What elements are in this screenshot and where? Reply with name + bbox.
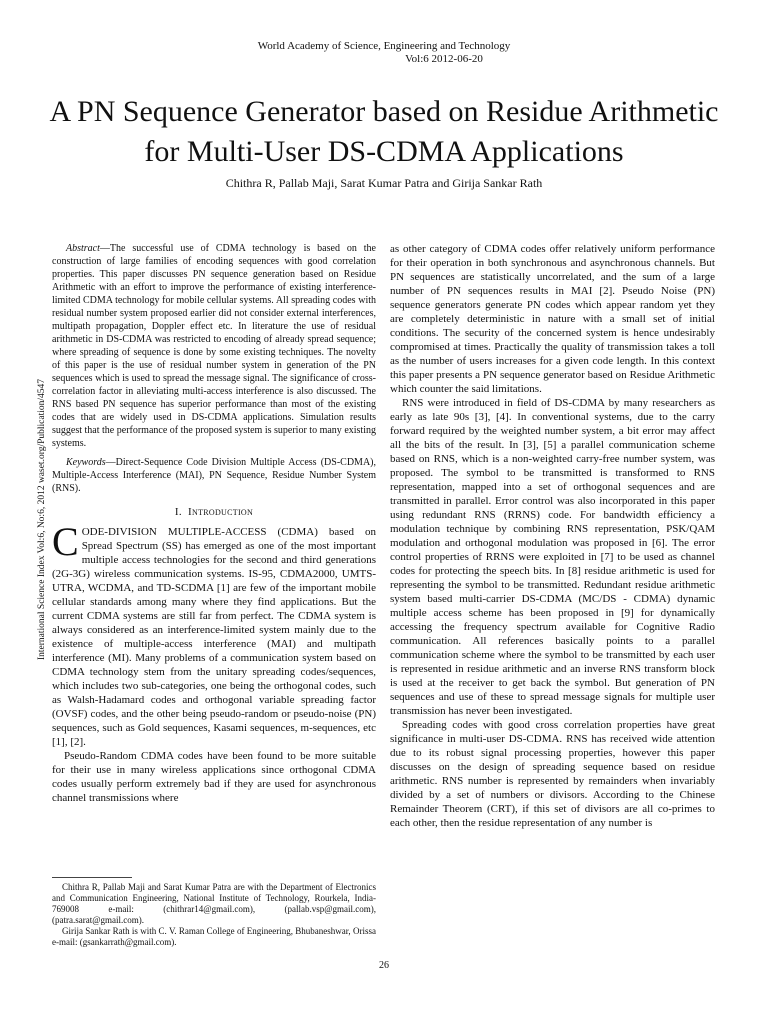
- footnote-1: Chithra R, Pallab Maji and Sarat Kumar Patra are with the Department of Electronics and Communication Engineering, National Institute of Technology, Rourkela, India-769008 e-mail: (chithrar14@gmail.com), (pallab.vsp@gmail.com), (patra.sarat@gmail.com).: [52, 882, 376, 925]
- footnote-2: Girija Sankar Rath is with C. V. Raman College of Engineering, Bhubaneshwar, Orissa e-mail: (gsankarrath@gmail.com).: [52, 926, 376, 947]
- drop-cap: C: [52, 519, 79, 564]
- journal-header: World Academy of Science, Engineering and Technology: [257, 40, 511, 52]
- right-paragraph-2: RNS were introduced in field of DS-CDMA by many researchers as early as late 90s [3], [4]. In conventional systems, due to the carry forward required by the weighted number system, a bit error may affect all the bits of the result. In [3], [5] a parallel communication scheme based on RNS, which is a non-weighted carry-free number system, was proposed. The symbol to be transmitted is transformed to RNS representation, mapped into a set of orthogonal sequences and are transmitted in parallel. Error control was also incorporated in this paper using redundant RNS (RRNS) code. For bandwidth efficiency a modulation technique by combining RNS representation, PSK/QAM modulation and orthogonal modulation was proposed in [6]. The error control properties of RRNS were exploited in [7] to be used as channel codes for protecting the speech bits. In [8] residue arithmetic is used for representing the symbol to be transmitted. Redundant residue arithmetic system based multi-carrier DS-CDMA (MC/DS - CDMA) dynamic multiple access scheme has been proposed in [9] for dynamically accessing the frequency spectrum available for Cognitive Radio communication. All references basically points to a parallel communication scheme where the symbol to be transmitted by each user is represented in residue arithmetic and an inverse RNS transform block is used at the receiver to get back the symbol. But generation of PN sequences and use of these to spread message signals for multiple user transmission has never been investigated.: [390, 397, 715, 717]
- paper-authors: Chithra R, Pallab Maji, Sarat Kumar Patra and Girija Sankar Rath: [225, 176, 543, 190]
- abstract: [52, 242, 376, 450]
- intro-paragraph-1: [52, 519, 376, 749]
- abstract-text: —The successful use of CDMA technology is based on the construction of large families of encoding sequences with good correlation properties. This paper discusses PN sequence generation based on Residue Arithmetic with an effort to improve the performance of existing interference-limited CDMA technology for mobile cellular systems. All spreading codes with residual number system proposed earlier did not consider external interferences, multipath propagation, Doppler effect etc. In literature the use of residual arithmetic in DS-CDMA was restricted to encoding of already spread sequence; where spreading of sequence is done by some existing techniques. The novelty of this paper is the use of residual number system in generation of the PN sequences which is used to spread the message signal. The significance of cross-correlation factor in alleviating multi-access interference is also discussed. The RNS based PN sequence has superior performance than most of the existing codes that are widely used in DS-CDMA applications. Simulation results suggest that the performance of the proposed system is superior to many existing systems.: [52, 243, 376, 449]
- abstract-label: Abstract: [66, 243, 100, 254]
- author-footnotes: [52, 877, 376, 948]
- intro-paragraph-2: Pseudo-Random CDMA codes have been found to be more suitable for their use in many wireless applications since orthogonal CDMA codes usually perform extremely bad if they are used for asynchronous channel transmissions where: [52, 750, 376, 804]
- volume-date: Vol:6 2012-06-20: [405, 53, 483, 65]
- intro-paragraph-1-text: ODE-DIVISION MULTIPLE-ACCESS (CDMA) based on Spread Spectrum (SS) has emerged as one of the most important multiple access technologies for the second and third generations (2G-3G) wireless communication systems. IS-95, CDMA2000, UMTS-UTRA, WCDMA, and TD-SCDMA [1] are few of the important mobile cellular standards among many where they find applications. But the current CDMA systems are still far from perfect. The CDMA system is always considered as an interference-limited system mainly due to the existence of multiple-access interference (MAI) and multipath interference (MI). Many problems of a communication system based on CDMA technology stem from the unitary spreading codes/sequences, which includes two sub-categories, one being the orthogonal codes, such as Walsh-Hadamard codes and orthogonal variable spreading factor (OVSF) codes, and the other being pseudo-random or pseudo-noise (PN) sequences, such as Gold sequences, Kasami sequences, m-sequences, etc [1], [2].: [52, 526, 376, 748]
- section-number: I.: [174, 506, 182, 518]
- page-number: 26: [379, 960, 389, 971]
- section-title: Introduction: [188, 506, 254, 518]
- left-column: [52, 242, 376, 805]
- footnote-rule: [52, 877, 132, 878]
- keywords-label: Keywords: [66, 457, 106, 468]
- side-index-text: International Science Index Vol:6, No:6, 2012 waset.org/Publication/4547: [37, 379, 47, 660]
- section-heading: [52, 505, 376, 519]
- right-paragraph-3: Spreading codes with good cross correlation properties have great significance in multi-user DS-CDMA. RNS has received wide attention due to its robust signal processing properties, however this paper discusses on the design of spreading sequence based on residue arithmetic. RNS number is represented by remainders when invariably divided by a set of numbers or divisors. According to the Chinese Remainder Theorem (CRT), if this set of divisors are all co-primes to each other, then the residue representation of any number is: [390, 719, 715, 829]
- keywords-text: —Direct-Sequence Code Division Multiple Access (DS-CDMA), Multiple-Access Interference (MAI), PN Sequence, Residue Number System (RNS).: [52, 457, 376, 494]
- paper-title: A PN Sequence Generator based on Residue Arithmetic for Multi-User DS-CDMA Applications: [49, 95, 719, 168]
- right-column: [390, 242, 715, 830]
- keywords: [52, 456, 376, 495]
- right-paragraph-1: as other category of CDMA codes offer relatively uniform performance for their operation in both synchronous and asynchronous channels. But PN sequences are statistically uncorrelated, and the sum of a large number of PN sequences results in MAI [2]. Pseudo Noise (PN) sequence generators generate PN codes which appear random yet they are completely deterministic in nature with a small set of initial conditions. The security of the concerned system is hence undesirably compromised at times. Practically the quality of transmission takes a toll as the number of users increases for a given code length. In this context this paper presents a PN sequence generator based on Residue Arithmetic which counter the said limitations.: [390, 243, 715, 395]
